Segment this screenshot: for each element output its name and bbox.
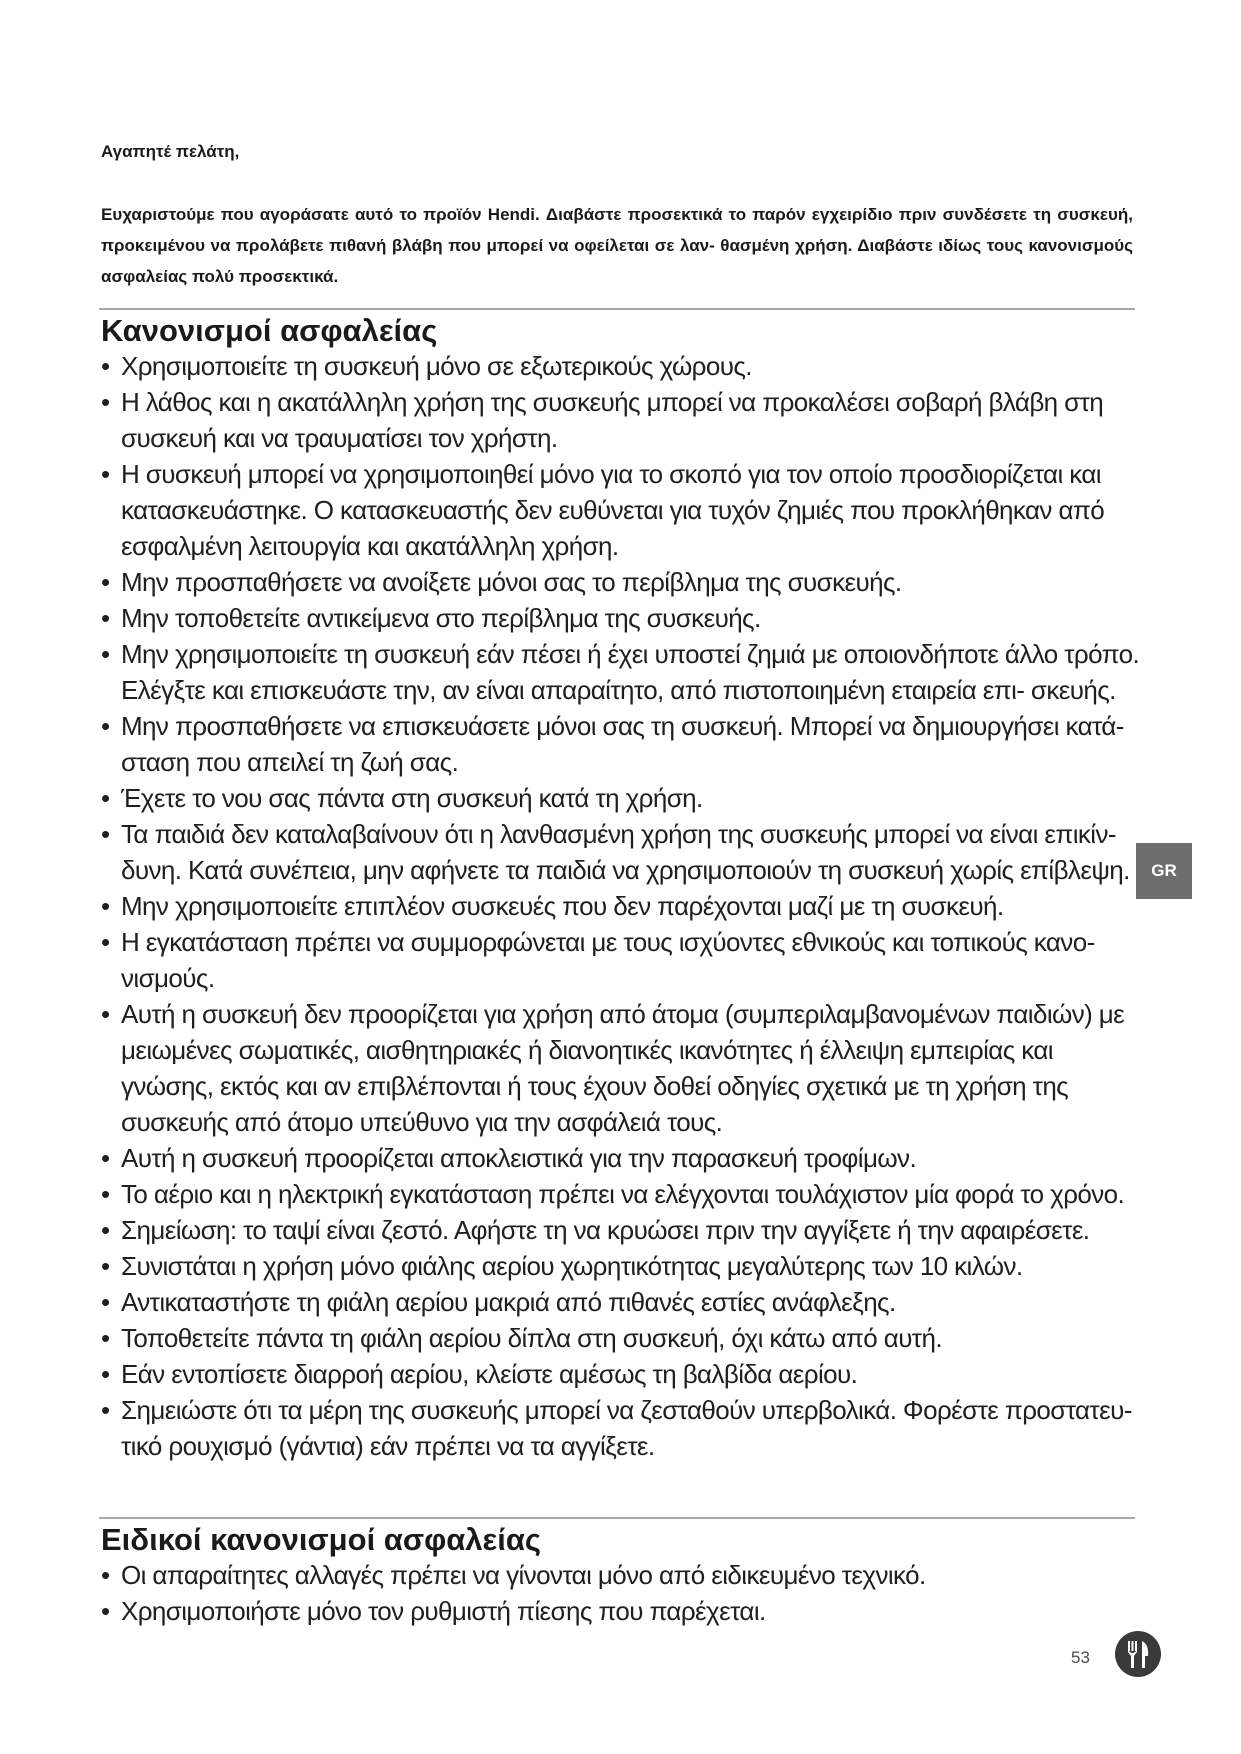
bullet-icon: •: [101, 999, 110, 1029]
bullet-icon: •: [101, 387, 110, 417]
list-item-text: Το αέριο και η ηλεκτρική εγκατάσταση πρέπει να ελέγχονται τουλάχιστον μία φορά το χρόνο.: [121, 1179, 1125, 1209]
list-item: [101, 564, 1141, 600]
section-divider: [99, 308, 1135, 310]
list-item-text: Χρησιμοποιήστε μόνο τον ρυθμιστή πίεσης που παρέχεται.: [121, 1596, 766, 1626]
list-item: [101, 1392, 1141, 1464]
bullet-icon: •: [101, 1143, 110, 1173]
list-item-text: Έχετε το νου σας πάντα στη συσκευή κατά τη χρήση.: [121, 783, 703, 813]
list-item: [101, 456, 1141, 564]
page-number: 53: [1071, 1648, 1090, 1667]
list-item: [101, 1356, 1141, 1392]
bullet-icon: •: [101, 1359, 110, 1389]
intro-paragraph: Ευχαριστούμε που αγοράσατε αυτό το προϊόν Hendi. Διαβάστε προσεκτικά το παρόν εγχειρίδιο πριν συνδέσετε τη συσκευή, προκειμένου να προλάβετε πιθανή βλάβη που μπορεί να οφείλεται σε λαν- θασμένη χρήση. Διαβάστε ιδίως τους κανονισμούς ασφαλείας πολύ προσεκτικά.: [101, 205, 1133, 286]
bullet-icon: •: [101, 1596, 110, 1626]
list-item-text: Τοποθετείτε πάντα τη φιάλη αερίου δίπλα στη συσκευή, όχι κάτω από αυτή.: [121, 1323, 942, 1353]
list-item: [101, 996, 1141, 1140]
bullet-icon: •: [101, 1215, 110, 1245]
list-item: [101, 348, 1141, 384]
list-item-text: Αυτή η συσκευή προορίζεται αποκλειστικά για την παρασκευή τροφίμων.: [121, 1143, 917, 1173]
list-item-text: Τα παιδιά δεν καταλαβαίνουν ότι η λανθασμένη χρήση της συσκευής μπορεί να είναι επικίν- δυνη. Κατά συνέπεια, μην αφήνετε τα παιδιά να χρησιμοποιούν τη συσκευή χωρίς επίβλεψη.: [121, 819, 1130, 885]
bullet-icon: •: [101, 351, 110, 381]
list-item-text: Η λάθος και η ακατάλληλη χρήση της συσκευής μπορεί να προκαλέσει σοβαρή βλάβη στη συσκευή και να τραυματίσει τον χρήστη.: [121, 387, 1104, 453]
list-item: [101, 600, 1141, 636]
list-item-text: Μην προσπαθήσετε να επισκευάσετε μόνοι σας τη συσκευή. Μπορεί να δημιουργήσει κατά- σταση που απειλεί τη ζωή σας.: [121, 711, 1124, 777]
list-item: [101, 708, 1141, 780]
bullet-icon: •: [101, 567, 110, 597]
section-divider: [99, 1517, 1135, 1519]
list-item-text: Μην χρησιμοποιείτε τη συσκευή εάν πέσει ή έχει υποστεί ζημιά με οποιονδήποτε άλλο τρόπο. Ελέγξτε και επισκευάστε την, αν είναι απαραίτητο, από πιστοποιημένη εταιρεία επι- σκευής.: [121, 639, 1140, 705]
list-item-text: Σημειώστε ότι τα μέρη της συσκευής μπορεί να ζεσταθούν υπερβολικά. Φορέστε προστατευ- τικό ρουχισμό (γάντια) εάν πρέπει να τα αγγίξετε.: [121, 1395, 1132, 1461]
list-item-text: Η συσκευή μπορεί να χρησιμοποιηθεί μόνο για το σκοπό για τον οποίο προσδιορίζεται και κατασκευάστηκε. Ο κατασκευαστής δεν ευθύνεται για τυχόν ζημιές που προκλήθηκαν από εσφαλμένη λειτουργία και ακατάλληλη χρήση.: [121, 459, 1105, 561]
list-item: [101, 1320, 1141, 1356]
list-item: [101, 636, 1141, 708]
bullet-icon: •: [101, 1251, 110, 1281]
list-item-text: Αντικαταστήστε τη φιάλη αερίου μακριά από πιθανές εστίες ανάφλεξης.: [121, 1287, 896, 1317]
list-item-text: Μην χρησιμοποιείτε επιπλέον συσκευές που δεν παρέχονται μαζί με τη συσκευή.: [121, 891, 1004, 921]
list-item: [101, 888, 1141, 924]
list-item: [101, 384, 1141, 456]
bullet-icon: •: [101, 1323, 110, 1353]
bullet-icon: •: [101, 639, 110, 669]
list-item: [101, 1176, 1141, 1212]
bullet-icon: •: [101, 891, 110, 921]
list-item-text: Χρησιμοποιείτε τη συσκευή μόνο σε εξωτερικούς χώρους.: [121, 351, 752, 381]
bullet-icon: •: [101, 927, 110, 957]
list-item-text: Αυτή η συσκευή δεν προορίζεται για χρήση από άτομα (συμπεριλαμβανομένων παιδιών) με μειωμένες σωματικές, αισθητηριακές ή διανοητικές ικανότητες ή έλλειψη εμπειρίας και γνώσης, εκτός και αν επιβλέπονται ή τους έχουν δοθεί οδηγίες σχετικά με τη χρήση της συσκευής από άτομο υπεύθυνο για την ασφάλειά τους.: [121, 999, 1125, 1137]
bullet-icon: •: [101, 459, 110, 489]
list-item: [101, 1212, 1141, 1248]
list-item-text: Μην προσπαθήσετε να ανοίξετε μόνοι σας το περίβλημα της συσκευής.: [121, 567, 902, 597]
list-item-text: Η εγκατάσταση πρέπει να συμμορφώνεται με τους ισχύοντες εθνικούς και τοπικούς κανο- νισμούς.: [121, 927, 1095, 993]
list-item: [101, 1248, 1141, 1284]
list-item-text: Συνιστάται η χρήση μόνο φιάλης αερίου χωρητικότητας μεγαλύτερης των 10 κιλών.: [121, 1251, 1023, 1281]
list-item: [101, 1557, 1141, 1593]
bullet-icon: •: [101, 711, 110, 741]
bullet-icon: •: [101, 1560, 110, 1590]
list-item: [101, 924, 1141, 996]
list-item-text: Σημείωση: το ταψί είναι ζεστό. Αφήστε τη να κρυώσει πριν την αγγίξετε ή την αφαιρέσετε.: [121, 1215, 1090, 1245]
list-item-text: Εάν εντοπίσετε διαρροή αερίου, κλείστε αμέσως τη βαλβίδα αερίου.: [121, 1359, 858, 1389]
list-item-text: Οι απαραίτητες αλλαγές πρέπει να γίνονται μόνο από ειδικευμένο τεχνικό.: [121, 1560, 926, 1590]
language-tab: GR: [1136, 843, 1192, 899]
bullet-icon: •: [101, 819, 110, 849]
list-item: [101, 1140, 1141, 1176]
bullet-icon: •: [101, 783, 110, 813]
list-item: [101, 1593, 1141, 1629]
special-safety-list: [101, 1557, 1141, 1629]
list-item: [101, 816, 1141, 888]
list-item: [101, 780, 1141, 816]
greeting: Αγαπητέ πελάτη,: [101, 142, 240, 161]
bullet-icon: •: [101, 1395, 110, 1425]
cutlery-logo-icon: [1114, 1630, 1162, 1678]
bullet-icon: •: [101, 603, 110, 633]
bullet-icon: •: [101, 1287, 110, 1317]
special-safety-heading: Ειδικοί κανονισμοί ασφαλείας: [101, 1522, 542, 1557]
bullet-icon: •: [101, 1179, 110, 1209]
list-item-text: Μην τοποθετείτε αντικείμενα στο περίβλημα της συσκευής.: [121, 603, 761, 633]
list-item: [101, 1284, 1141, 1320]
safety-heading: Κανονισμοί ασφαλείας: [101, 313, 438, 348]
safety-list: [101, 348, 1141, 1464]
